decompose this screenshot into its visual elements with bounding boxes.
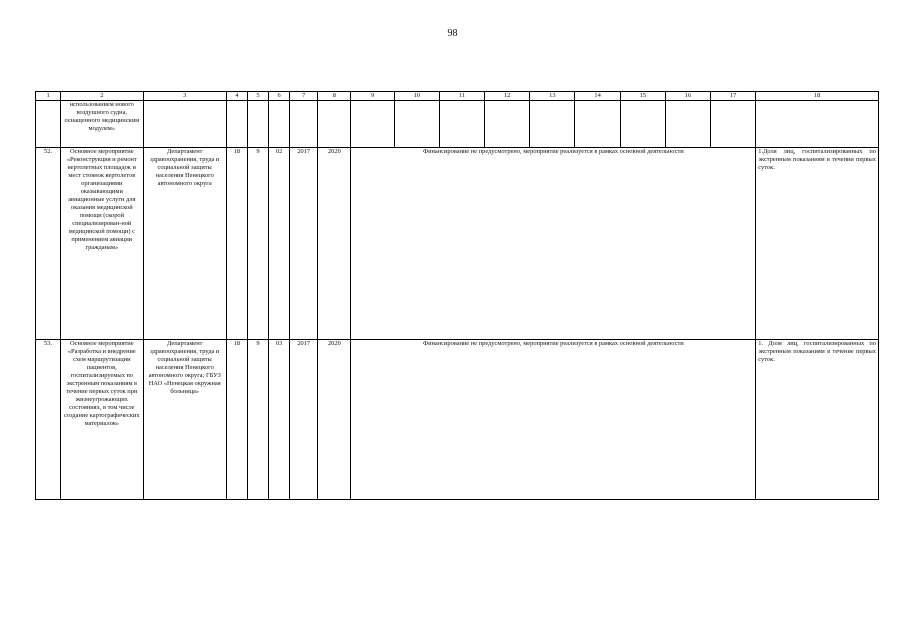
column-number: 10 <box>394 92 439 101</box>
end-year: 2020 <box>318 340 351 500</box>
start-year: 2017 <box>290 340 318 500</box>
column-number: 8 <box>318 92 351 101</box>
code-col-4: 18 <box>226 148 247 340</box>
column-number: 15 <box>620 92 665 101</box>
column-number: 1 <box>36 92 61 101</box>
empty-cell <box>575 101 620 148</box>
empty-cell <box>439 101 484 148</box>
column-number: 16 <box>665 92 710 101</box>
column-number: 7 <box>290 92 318 101</box>
empty-cell <box>530 101 575 148</box>
financing-note: Финансирование не предусмотрено, мероприятие реализуется в рамках основной деятельности <box>351 148 756 340</box>
empty-cell <box>665 101 710 148</box>
event-name: Основное мероприятие «Реконструкция и ремонт вертолетных площадок и мест стоянок вертолетов организациями оказывающими авиационные услуги для оказания медицинской помощи (скорой специализирован-ной медицинской помощи) с применением авиации гражданам» <box>61 148 143 340</box>
indicator: 1.Доля лиц, госпитализированных по экстренным показаниям в течении первых суток. <box>756 148 879 340</box>
column-number: 3 <box>143 92 226 101</box>
empty-cell <box>351 101 394 148</box>
column-number: 4 <box>226 92 247 101</box>
column-number: 12 <box>485 92 530 101</box>
row-number <box>36 101 61 148</box>
program-table <box>35 91 879 500</box>
column-number: 18 <box>756 92 879 101</box>
column-number-row <box>36 92 879 101</box>
code-col-5 <box>247 101 268 148</box>
code-col-4 <box>226 101 247 148</box>
executor: Департамент здравоохранения, труда и социальной защиты населения Ненецкого автономного округа <box>143 148 226 340</box>
indicator: 1. Доля лиц, госпитализированных по экстренным показаниям в течение первых суток. <box>756 340 879 500</box>
end-year: 2020 <box>318 148 351 340</box>
executor: Департамент здравоохранения, труда и социальной защиты населения Ненецкого автономного округа; ГБУЗ НАО «Ненецкая окружная больница» <box>143 340 226 500</box>
start-year: 2017 <box>290 148 318 340</box>
table-row-52 <box>36 148 879 340</box>
column-number: 9 <box>351 92 394 101</box>
event-name: использованием нового воздушного судна, оснащенного медицинским модулем» <box>61 101 143 148</box>
column-number: 17 <box>711 92 756 101</box>
empty-cell <box>620 101 665 148</box>
code-col-6: 02 <box>269 148 290 340</box>
executor <box>143 101 226 148</box>
column-number: 5 <box>247 92 268 101</box>
table-row-continuation <box>36 101 879 148</box>
column-number: 14 <box>575 92 620 101</box>
code-col-4: 18 <box>226 340 247 500</box>
code-col-5: 9 <box>247 148 268 340</box>
code-col-5: 9 <box>247 340 268 500</box>
column-number: 6 <box>269 92 290 101</box>
financing-note: Финансирование не предусмотрено, мероприятие реализуется в рамках основной деятельности <box>351 340 756 500</box>
code-col-6 <box>269 101 290 148</box>
empty-cell <box>711 101 756 148</box>
start-year <box>290 101 318 148</box>
end-year <box>318 101 351 148</box>
row-number: 53. <box>36 340 61 500</box>
indicator <box>756 101 879 148</box>
empty-cell <box>394 101 439 148</box>
event-name: Основное мероприятие «Разработка и внедрение схем маршрутизации пациентов, госпитализируемых по экстренным показаниям в течение первых суток при жизнеугрожающих состояниях, в том числе создание картографических материалов» <box>61 340 143 500</box>
row-number: 52. <box>36 148 61 340</box>
column-number: 13 <box>530 92 575 101</box>
table-row-53 <box>36 340 879 500</box>
page-number: 98 <box>447 28 458 39</box>
column-number: 2 <box>61 92 143 101</box>
column-number: 11 <box>439 92 484 101</box>
code-col-6: 03 <box>269 340 290 500</box>
empty-cell <box>485 101 530 148</box>
